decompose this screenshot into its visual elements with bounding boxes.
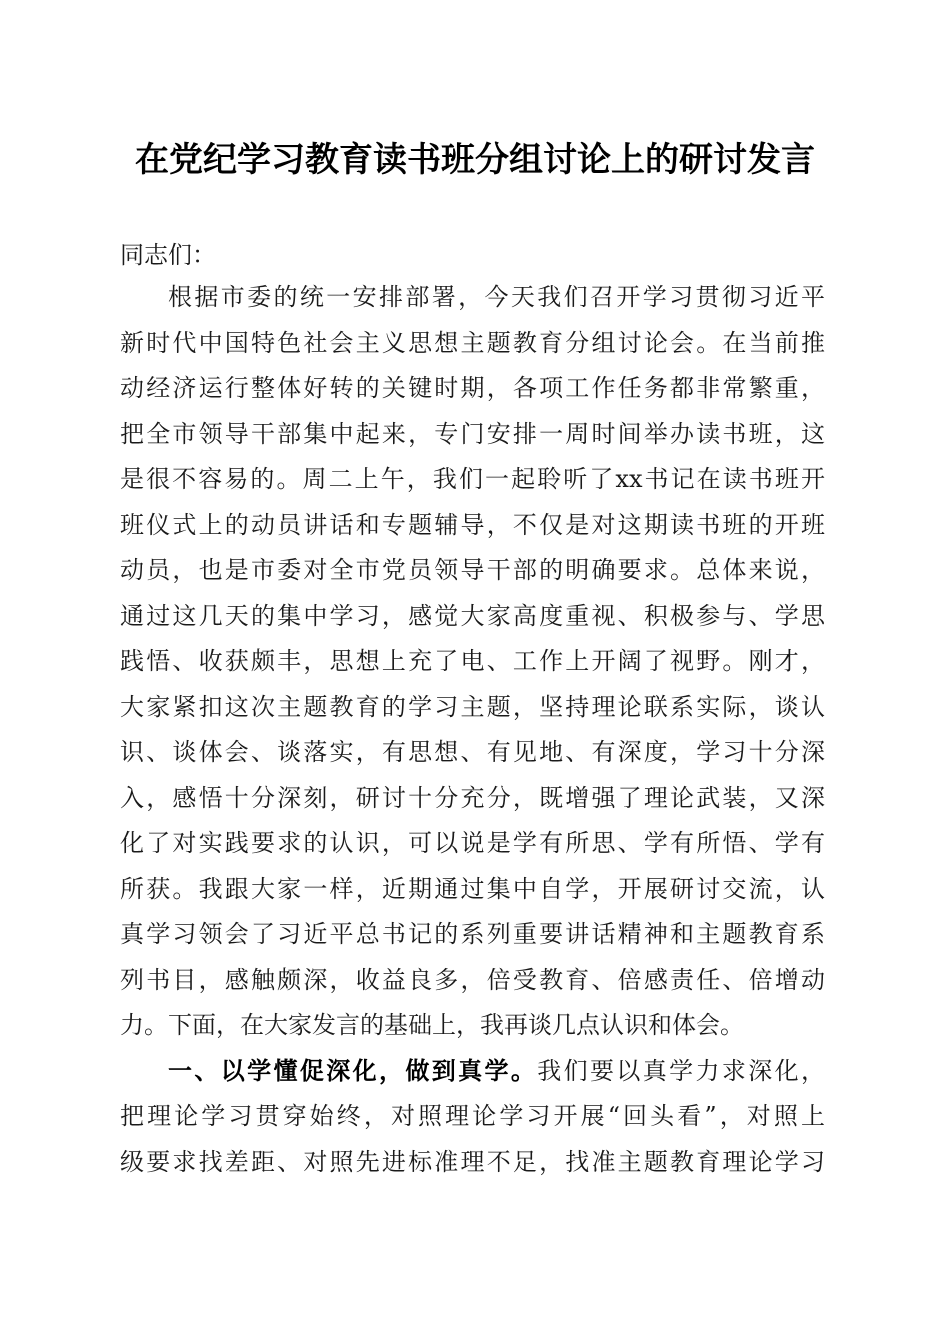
paragraph-line: 根据市委的统一安排部署，今天我们召开学习贯彻习近平 [168, 283, 825, 311]
paragraph-line: 通过这几天的集中学习，感觉大家高度重视、积极参与、学思 [120, 602, 825, 630]
paragraph-line: 是很不容易的。周二上午，我们一起聆听了xx书记在读书班开 [120, 465, 825, 493]
paragraph-line: 识、谈体会、谈落实，有思想、有见地、有深度，学习十分深 [120, 738, 825, 766]
section-heading: 一、以学懂促深化，做到真学。 [168, 1057, 538, 1085]
paragraph-line: 班仪式上的动员讲话和专题辅导，不仅是对这期读书班的开班 [120, 511, 825, 539]
section-heading-line [168, 1049, 825, 1093]
salutation: 同志们： [120, 241, 216, 269]
paragraph-line: 大家紧扣这次主题教育的学习主题，坚持理论联系实际，谈认 [120, 693, 825, 721]
paragraph-line: 列书目，感触颇深，收益良多，倍受教育、倍感责任、倍增动 [120, 966, 825, 994]
document-title: 在党纪学习教育读书班分组讨论上的研讨发言 [135, 140, 815, 180]
paragraph-line: 践悟、收获颇丰，思想上充了电、工作上开阔了视野。刚才， [120, 647, 825, 675]
paragraph-line: 真学习领会了习近平总书记的系列重要讲话精神和主题教育系 [120, 920, 825, 948]
paragraph-line: 所获。我跟大家一样，近期通过集中自学，开展研讨交流，认 [120, 875, 825, 903]
section-heading-continuation: 我们要以真学力求深化， [537, 1057, 825, 1085]
paragraph-line: 化了对实践要求的认识，可以说是学有所思、学有所悟、学有 [120, 829, 825, 857]
paragraph-line: 把全市领导干部集中起来，专门安排一周时间举办读书班，这 [120, 420, 825, 448]
paragraph-line: 级要求找差距、对照先进标准理不足，找准主题教育理论学习 [120, 1148, 825, 1176]
paragraph-line: 新时代中国特色社会主义思想主题教育分组讨论会。在当前推 [120, 329, 825, 357]
paragraph-line: 把理论学习贯穿始终，对照理论学习开展“回头看”，对照上 [120, 1102, 825, 1130]
paragraph-line: 入，感悟十分深刻，研讨十分充分，既增强了理论武装，又深 [120, 784, 825, 812]
paragraph-line: 力。下面，在大家发言的基础上，我再谈几点认识和体会。 [120, 1011, 744, 1039]
paragraph-line: 动员，也是市委对全市党员领导干部的明确要求。总体来说， [120, 556, 825, 584]
paragraph-line: 动经济运行整体好转的关键时期，各项工作任务都非常繁重， [120, 374, 825, 402]
